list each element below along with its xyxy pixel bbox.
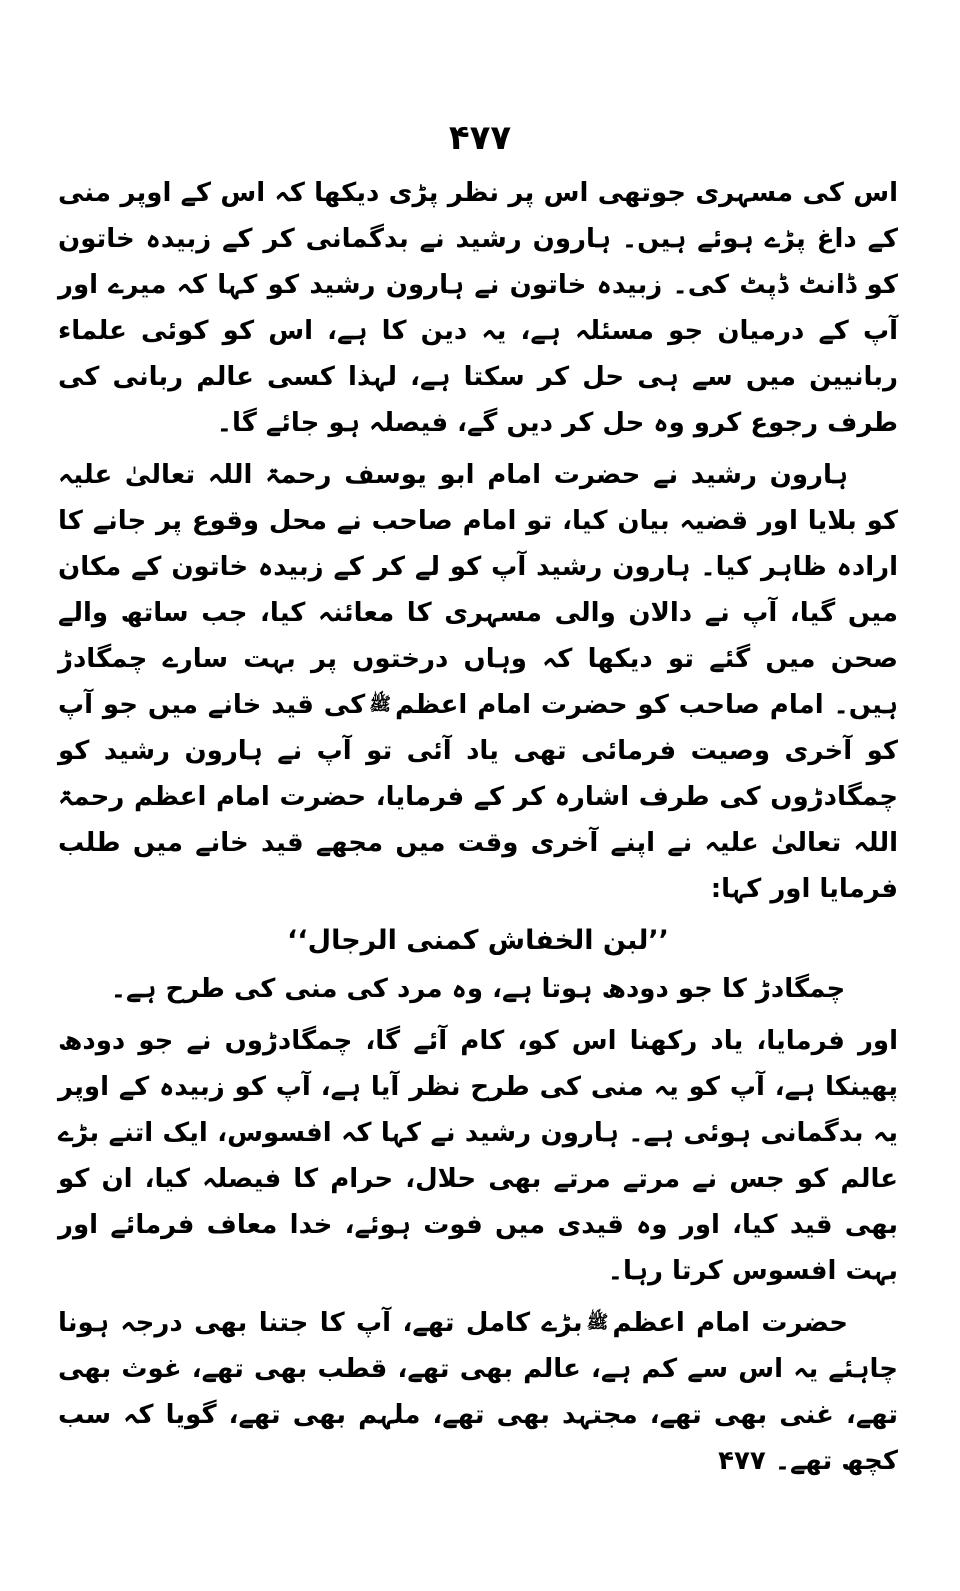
arabic-quote: ’’لبن الخفاش کمنی الرجال‘‘ [287,925,669,956]
page-number: ۴۷۷ [448,118,512,158]
paragraph-2-text-a: ہارون رشید نے حضرت امام ابو یوسف رحمۃ اللہ تعالیٰ علیہ کو بلایا اور قضیہ بیان کیا، تو امام صاحب نے محل وقوع پر جانے کا ارادہ ظاہر کیا۔ ہارون رشید آپ کو لے کر کے زبیدہ خاتون کے مکان میں گیا، آپ نے دالان والی مسہری کا معائنہ کیا، جب ساتھ والے صحن میں گئے تو دیکھا کہ وہاں درختوں پر بہت سارے چمگادڑ ہیں۔ امام صاحب کو حضرت امام اعظم [58,460,898,720]
paragraph-4-text-a: حضرت امام اعظم [612,1308,848,1338]
paragraph-4-text-b: بڑے کامل تھے، آپ کا جتنا بھی درجہ ہونا چاہئے یہ اس سے کم ہے، عالم بھی تھے، قطب بھی تھے، غوث بھی تھے، غنی بھی تھے، مجتہد بھی تھے، ملہم بھی تھے، گویا کہ سب کچھ تھے۔ [58,1308,898,1476]
end-mark: ۴۷۷ [718,1446,766,1476]
honorific-symbol: ﷺ [369,694,391,715]
paragraph-1: اس کی مسہری جوتھی اس پر نظر پڑی دیکھا کہ اس کے اوپر منی کے داغ پڑے ہوئے ہیں۔ ہارون رشید نے بدگمانی کر کے زبیدہ خاتون کو ڈانٹ ڈپٹ کی۔ زبیدہ خاتون نے ہارون رشید کو کہا کہ میرے اور آپ کے درمیان جو مسئلہ ہے، یہ دین کا ہے، اس کو کوئی علماء ربانیین میں سے ہی حل کر سکتا ہے، لہذا کسی عالم ربانی کی طرف رجوع کرو وہ حل کر دیں گے، فیصلہ ہو جائے گا۔ [58,178,898,438]
document-body [58,170,898,1490]
honorific-symbol-2: ﷺ [586,1312,609,1333]
paragraph-2-text-b: کی قید خانے میں جو آپ کو آخری وصیت فرمائی تھی یاد آئی تو آپ نے ہارون رشید کو چمگادڑوں کی طرف اشارہ کر کے فرمایا، حضرت امام اعظم رحمۃ اللہ تعالیٰ علیہ نے اپنے آخری وقت میں مجھے قید خانے میں طلب فرمایا اور کہا: [58,690,898,904]
paragraph-2 [58,452,898,912]
paragraph-4 [58,1300,898,1484]
paragraph-3: اور فرمایا، یاد رکھنا اس کو، کام آئے گا، چمگادڑوں نے جو دودھ پھینکا ہے، آپ کو یہ منی کی طرح نظر آیا ہے، آپ کو زبیدہ کے اوپر یہ بدگمانی ہوئی ہے۔ ہارون رشید نے کہا کہ افسوس، ایک اتنے بڑے عالم کو جس نے مرتے مرتے بھی حلال، حرام کا فیصلہ کیا، ان کو بھی قید کیا، اور وہ قیدی میں فوت ہوئے، خدا معاف فرمائے اور بہت افسوس کرتا رہا۔ [58,1026,898,1286]
quote-translation: چمگادڑ کا جو دودھ ہوتا ہے، وہ مرد کی منی کی طرح ہے۔ [110,974,846,1004]
